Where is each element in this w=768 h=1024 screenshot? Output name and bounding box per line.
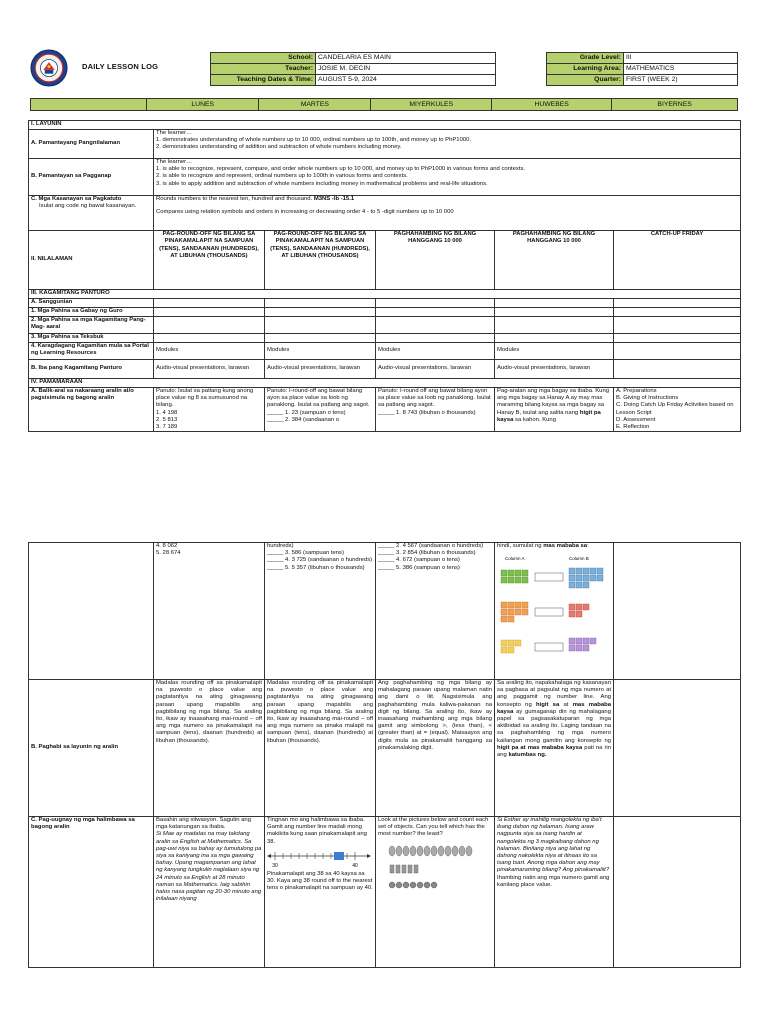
paghabi-martes: Madalas rounding off sa pinakamalapit na puwesto o place value ang pagtatantiya na ating ginagawang paraan upang mapabilis ang pagbibilang ng mga bilang. Sa araling ito, ikaw ay inaasahang mai-round – off ang mga numero sa pinaka malapit na sampuan (tens), daanan (hundreds) at libuhan (thousands). bbox=[265, 680, 376, 817]
kasanayan-row bbox=[29, 196, 741, 231]
pag-uugnay-row bbox=[29, 817, 741, 968]
balik-aral-martes bbox=[265, 388, 376, 432]
nilalaman-biyernes: CATCH-UP FRIDAY bbox=[614, 231, 741, 290]
paghabi-huwebes: Sa araling ito, napakahalaga ng kasanayan sa pagbasa at pagsulat ng mga numero at ang paggamit ng number line. Ang konsepto ng higit sa at mas mababa kaysa ay gumaganap din ng mahalagang papel sa pagsasakatuparan ng mga aktibidad sa araling ito. Laging tandaan na sa paghahambing ng mga numero kailangan mong gamitin ang konsepto ng higit pa at mas mababa kaysa pati na rin ang katumbas ng. bbox=[495, 680, 614, 817]
grade-value: III bbox=[624, 53, 738, 64]
iba-miyerkules: Audio-visual presentations, larawan bbox=[376, 360, 495, 379]
pag-uugnay-huwebes: Si Esther ay mahilig mangolekta ng iba't ibang dahon ng halaman. Isang araw nagpunta siya sa isang hardin at nangolekta ng 3 magkaibang dahon ng halaman. Binilang niya ang lahat ng dahong nakolekta niya at itinaas ito sa isang tsart. Anong mga dahon ang may pinakamaraming bilang? Ang pinakamaliit? Ihambing natin ang mga numero gamit ang kanilang place value. bbox=[495, 817, 614, 968]
content-line: 4. 8 062 bbox=[156, 543, 178, 549]
balik-aral-lunes bbox=[154, 388, 265, 432]
layunin-row bbox=[29, 121, 741, 130]
iba-martes: Audio-visual presentations, larawan bbox=[265, 360, 376, 379]
content-line: _____ 2. 4 567 (sandaanan o hundreds) bbox=[378, 543, 484, 549]
pamantayan-sa-pagganap-row bbox=[29, 159, 741, 196]
content-line: Panuto: Isulat sa patlang kung anong place value ng 8 sa sumusunod na bilang. bbox=[156, 388, 254, 409]
nilalaman-huwebes: PAGHAHAMBING NG BILANG HANGGANG 10 000 bbox=[495, 231, 614, 290]
object-set-1 bbox=[389, 846, 472, 856]
pamamaraan-row bbox=[29, 379, 741, 388]
counting-objects-figure bbox=[378, 839, 488, 901]
quarter-value: FIRST (WEEK 2) bbox=[624, 75, 738, 86]
content-line: 2. demonstrates understanding of addition and subtraction of whole numbers including money. bbox=[156, 144, 402, 151]
content-line: _____ 1. 8 743 (libuhan o thousands) bbox=[378, 409, 476, 416]
deped-seal-logo bbox=[30, 49, 68, 87]
balik-aral-continued-row bbox=[29, 543, 741, 680]
balik-cont-huwebes: hindi, sumulat ng mas mababa sa: Column A Column B bbox=[495, 543, 614, 680]
learning-area-label: Learning Area: bbox=[547, 64, 624, 75]
school-value: CANDELARIA ES MAIN bbox=[316, 53, 496, 64]
kasanayan-label-cell bbox=[29, 196, 154, 231]
content-line: _____ 3. 2 854 (libuhan o thousands) bbox=[378, 550, 476, 557]
lesson-log-table-page1 bbox=[28, 120, 741, 432]
pag-uugnay-lunes: Basahin ang sitwasyon. Sagutin ang mga katanungan sa ibaba. Si Mae ay madalas na may takdang aralin sa English at Mathematics. Sa pag-uwi niya sa bahay ay tumutulong pa siya sa kaniyang ina sa mga gawaing bahay. Upang magampanan ang lahat ng kanyang tungkulin naglalaan siya ng 24 minuto sa English at 28 minuto naman sa Mathematics. Iaig sabihin halos nasa pagitan ng 20-30 minuto ang inilalaan niyang bbox=[154, 817, 265, 968]
number-line-figure bbox=[267, 846, 371, 868]
balik-aral-biyernes bbox=[614, 388, 741, 432]
content-line: Panuto: I-round off ang bawat bilang ayon sa place value sa loob ng panaklong. Isulat sa patlang ang sagot. bbox=[378, 388, 491, 409]
balik-cont-miyerkules bbox=[376, 543, 495, 680]
content-line: Panuto: I-round-off ang bawat bilang ayon sa place value sa loob ng panaklong. Isulat sa patlang ang sagot. bbox=[267, 388, 370, 409]
gabay-row bbox=[29, 308, 741, 317]
iba-pang-kagamitan-row bbox=[29, 360, 741, 379]
layunin-heading: I. LAYUNIN bbox=[29, 121, 741, 130]
pag-uugnay-label: C. Pag-uugnay ng mga halimbawa sa bagong aralin bbox=[29, 817, 154, 968]
iba-huwebes: Audio-visual presentations, larawan bbox=[495, 360, 614, 379]
kagamitang-mag-aaral-label: 2. Mga Pahina sa mga Kagamitang Pang- Mag- aaral bbox=[29, 317, 154, 334]
day-lunes: LUNES bbox=[147, 99, 259, 111]
nilalaman-label: II. NILALAMAN bbox=[29, 231, 154, 290]
school-label: School: bbox=[211, 53, 316, 64]
number-line-label: 40 bbox=[352, 862, 358, 868]
content-line: A. Preparations bbox=[616, 388, 657, 394]
balik-aral-label: A. Balik-aral sa nakaraang aralin at/o pagsisimula ng bagong aralin bbox=[29, 388, 154, 432]
block-set-red bbox=[569, 604, 589, 617]
nilalaman-row bbox=[29, 231, 741, 290]
content-line: The learner… bbox=[156, 130, 193, 136]
lesson-log-table-page2 bbox=[28, 542, 741, 968]
day-huwebes: HUWEBES bbox=[492, 99, 612, 111]
block-set-green bbox=[501, 570, 528, 583]
kasanayan-sublabel: Isulat ang code ng bawat kasanayan. bbox=[39, 203, 137, 210]
grade-label: Grade Level: bbox=[547, 53, 624, 64]
column-b-label: Column B bbox=[569, 556, 589, 562]
kasanayan-code: M3NS -Ib -15.1 bbox=[313, 196, 355, 202]
balik-cont-martes bbox=[265, 543, 376, 680]
content-line: _____ 2. 384 (sandaanan o bbox=[267, 416, 340, 423]
day-martes: MARTES bbox=[259, 99, 371, 111]
kasanayan-content bbox=[154, 196, 741, 231]
nilalaman-lunes: PAG-ROUND-OFF NG BILANG SA PINAKAMALAPIT NA SAMPUAN (TENS), SANDAANAN (HUNDREDS), AT LIBUHAN (THOUSANDS) bbox=[154, 231, 265, 290]
pamantayang-pangnilalaman-content bbox=[154, 130, 741, 159]
content-line: 1. demonstrates understanding of whole numbers up to 10 000, ordinal numbers up to 100th, and money up to PhP1000. bbox=[156, 137, 472, 144]
day-header-row bbox=[30, 98, 738, 111]
pamantayang-pangnilalaman-label: A. Pamantayang Pangnilalaman bbox=[29, 130, 154, 159]
kasanayan-label: C. Mga Kasanayan sa Pagkatuto bbox=[31, 196, 122, 202]
nilalaman-martes: PAG-ROUND-OFF NG BILANG SA PINAKAMALAPIT NA SAMPUAN (TENS), SANDAANAN (HUNDREDS), AT LIBUHAN (THOUSANDS) bbox=[265, 231, 376, 290]
kagamitang-mag-aaral-row bbox=[29, 317, 741, 334]
iba-pang-kagamitan-label: B. Iba pang Kagamitang Panturo bbox=[29, 360, 154, 379]
learning-resources-row bbox=[29, 343, 741, 360]
kasanayan-line: Rounds numbers to the nearest ten, hundred and thousand. bbox=[156, 196, 313, 202]
pag-uugnay-martes: Tingnan mo ang halimbawa sa ibaba. Gamit ang number line madali mong makikita kung saan pinakamalapit ang 38. 30 40 Pinakamalapit ang 38 sa 40 kaysa sa 30. Kaya ang 38 round off to the nearest tens o pinakamalapit na sampuan ay 40. bbox=[265, 817, 376, 968]
number-38-marker bbox=[334, 852, 344, 860]
balik-aral-row bbox=[29, 388, 741, 432]
kagamitang-panturo-heading: III. KAGAMITANG PANTURO bbox=[29, 290, 741, 299]
number-line-label: 30 bbox=[272, 862, 278, 868]
school-info-table bbox=[210, 52, 738, 86]
comparison-blocks-figure bbox=[497, 550, 609, 662]
teksbuk-row bbox=[29, 334, 741, 343]
lr-lunes: Modules bbox=[154, 343, 265, 360]
content-line: _____ 5. 5 357 (libuhan o thousands) bbox=[267, 564, 365, 571]
day-header-blank bbox=[31, 99, 147, 111]
kasanayan-line: Compares using relation symbols and orders in increasing or decreasing order 4 - to 5 -digit numbers up to 10 000 bbox=[156, 209, 454, 216]
lr-martes: Modules bbox=[265, 343, 376, 360]
sanggunian-label: A. Sanggunian bbox=[29, 299, 154, 308]
content-line: E. Reflection bbox=[616, 424, 650, 431]
page-title: DAILY LESSON LOG bbox=[82, 62, 159, 71]
pag-uugnay-miyerkules: Look at the pictures below and count each set of objects. Can you tell which has the most number? the least? bbox=[376, 817, 495, 968]
paghabi-label: B. Paghabi sa layunin ng aralin bbox=[29, 680, 154, 817]
balik-cont-lunes bbox=[154, 543, 265, 680]
learning-resources-label: 4. Karagdagang Kagamitan mula sa Portal ng Learning Resources bbox=[29, 343, 154, 360]
answer-box[interactable] bbox=[535, 643, 563, 651]
gabay-label: 1. Mga Pahina sa Gabay ng Guro bbox=[29, 308, 154, 317]
teacher-value: JOSIE M. DECIN bbox=[316, 64, 496, 75]
content-line: _____ 5. 386 (sampuan o tens) bbox=[378, 564, 460, 571]
content-line: 1. 4 198 bbox=[156, 409, 178, 416]
content-line: _____ 4. 672 (sampuan o tens) bbox=[378, 557, 460, 564]
content-line: The learner… bbox=[156, 159, 193, 165]
content-line: 3. is able to apply addition and subtraction of whole numbers including money in mathematical problems and real-life situations. bbox=[156, 180, 488, 187]
pamamaraan-heading: IV. PAMAMARAAN bbox=[29, 379, 741, 388]
paghabi-row bbox=[29, 680, 741, 817]
content-line: C. Doing Catch Up Friday Activities based on Lesson Script bbox=[616, 402, 734, 416]
kagamitang-panturo-row bbox=[29, 290, 741, 299]
sanggunian-row bbox=[29, 299, 741, 308]
content-line: hundreds) bbox=[267, 543, 294, 549]
content-line: 2. is able to recognize and represent, ordinal numbers up to 100th in various forms and contexts. bbox=[156, 173, 408, 180]
pamantayan-sa-pagganap-label: B. Pamantayan sa Pagganap bbox=[29, 159, 154, 196]
block-set-yellow bbox=[501, 640, 521, 653]
answer-box[interactable] bbox=[535, 608, 563, 616]
balik-aral-huwebes: Pag-aralan ang mga bagay sa ibaba. Kung ang mga bagay sa Hanay A ay may mas maraming bilang kaysa sa mga bagay sa Hanay B, isulat ang salita nang higit pa kaysa sa kahon. Kung bbox=[495, 388, 614, 432]
quarter-label: Quarter: bbox=[547, 75, 624, 86]
learning-area-value: MATHEMATICS bbox=[624, 64, 738, 75]
paghabi-miyerkules: Ang paghahambing ng mga bilang ay mahalagang paraan upang malaman natin ang dami o liit. Nagsisimula ang paghahambing mula kaliwa-pakanan na digit ng bilang. Sa araling ito, ikaw ay inaasahang maihambing ang mga bilang gamit ang simbolong >, (less than), < (greater than) at = (equal). Maisaayos ang digits mula sa pinakamaliit hanggang sa pinakamalaking digit. bbox=[376, 680, 495, 817]
content-line: _____ 3. 586 (sampuan tens) bbox=[267, 550, 344, 557]
teacher-label: Teacher: bbox=[211, 64, 316, 75]
object-set-3 bbox=[389, 882, 437, 888]
block-set-purple bbox=[569, 638, 596, 651]
dates-value: AUGUST 5-9, 2024 bbox=[316, 75, 496, 86]
lr-miyerkules: Modules bbox=[376, 343, 495, 360]
content-line: _____ 1. 23 (sampuan o tens) bbox=[267, 409, 346, 416]
lr-huwebes: Modules bbox=[495, 343, 614, 360]
nilalaman-miyerkules: PAGHAHAMBING NG BILANG HANGGANG 10 000 bbox=[376, 231, 495, 290]
day-miyerkules: MIYERKULES bbox=[371, 99, 492, 111]
block-set-orange bbox=[501, 602, 528, 622]
content-line: _____ 4. 3 725 (sandaanan o hundreds) bbox=[267, 557, 373, 564]
teksbuk-label: 3. Mga Pahina sa Teksbuk bbox=[29, 334, 154, 343]
dates-label: Teaching Dates & Time: bbox=[211, 75, 316, 86]
day-biyernes: BIYERNES bbox=[612, 99, 738, 111]
pamantayan-sa-pagganap-content bbox=[154, 159, 741, 196]
content-line: B. Giving of Instructions bbox=[616, 395, 679, 402]
block-set-blue bbox=[569, 568, 603, 588]
content-line: 1. is able to recognize, represent, compare, and order whole numbers up to 10 000, and money up to PhP1000 in various forms and contexts. bbox=[156, 166, 526, 173]
balik-aral-miyerkules bbox=[376, 388, 495, 432]
paghabi-lunes: Madalas rounding off sa pinakamalapit na puwesto o place value ang pagtatantiya na ating ginagawang paraan upang mapabilis ang pagbibilang ng mga bilang. Sa araling ito, ikaw ay inaasahang mai-round – off ang mga numero sa pinakamalapit na sampuan (tens), daanan (hundreds) at libuhan (thousands). bbox=[154, 680, 265, 817]
content-line: D. Assessment bbox=[616, 416, 656, 423]
content-line: 2. 5 813 bbox=[156, 416, 178, 423]
answer-box[interactable] bbox=[535, 573, 563, 581]
iba-lunes: Audio-visual presentations, larawan bbox=[154, 360, 265, 379]
pamantayang-pangnilalaman-row bbox=[29, 130, 741, 159]
column-a-label: Column A bbox=[505, 556, 525, 562]
content-line: 3. 7 189 bbox=[156, 424, 178, 431]
object-set-2 bbox=[390, 865, 418, 873]
content-line: 5. 28 674 bbox=[156, 550, 181, 557]
